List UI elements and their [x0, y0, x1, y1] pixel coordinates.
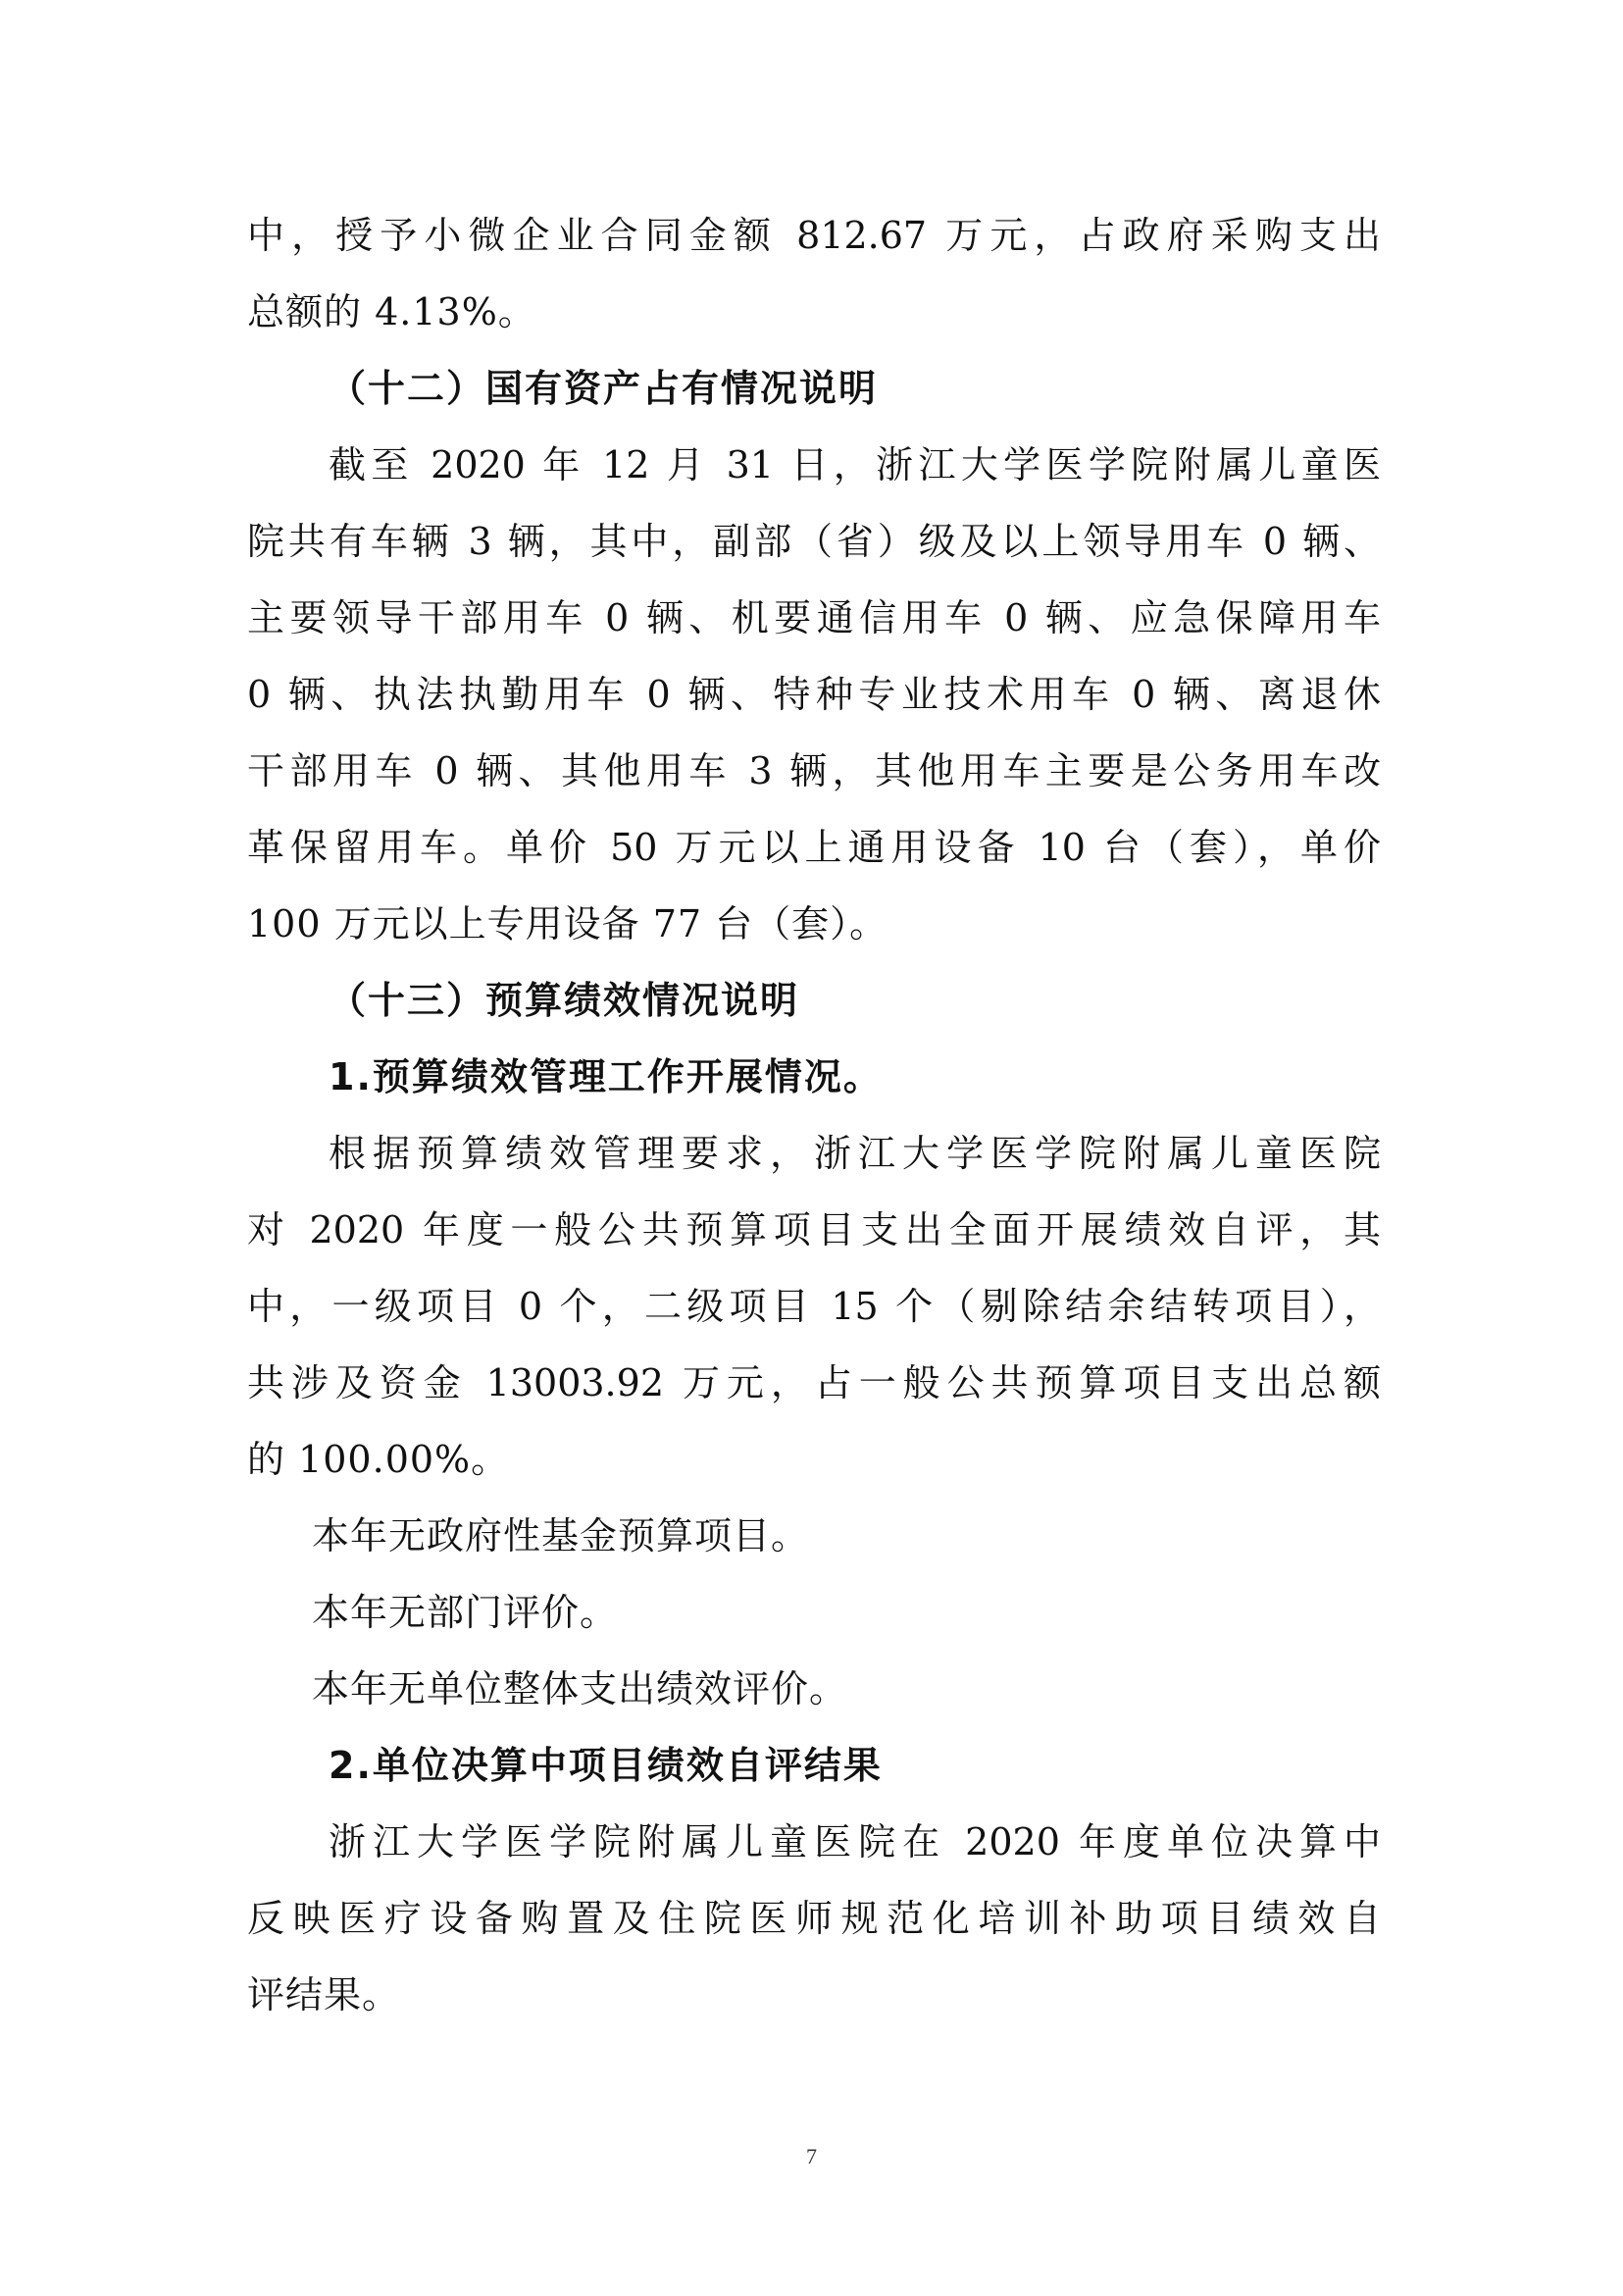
- paragraph-line: 中，一级项目 0 个，二级项目 15 个（剔除结余结转项目），: [247, 1285, 1381, 1328]
- paragraph-line: 反映医疗设备购置及住院医师规范化培训补助项目绩效自: [247, 1897, 1381, 1940]
- subheading-1: 1.预算绩效管理工作开展情况。: [329, 1055, 883, 1098]
- paragraph-line: 干部用车 0 辆、其他用车 3 辆，其他用车主要是公务用车改: [247, 749, 1381, 792]
- paragraph-line: 总额的 4.13%。: [247, 290, 536, 333]
- paragraph-line: 100 万元以上专用设备 77 台（套）。: [247, 902, 888, 945]
- paragraph-line: 本年无政府性基金预算项目。: [312, 1514, 810, 1557]
- paragraph-line: 0 辆、执法执勤用车 0 辆、特种专业技术用车 0 辆、离退休: [247, 673, 1381, 716]
- section-heading-13: （十三）预算绩效情况说明: [329, 979, 800, 1022]
- paragraph-line: 院共有车辆 3 辆，其中，副部（省）级及以上领导用车 0 辆、: [247, 520, 1381, 563]
- paragraph-line: 截至 2020 年 12 月 31 日，浙江大学医学院附属儿童医: [329, 443, 1381, 486]
- paragraph-line: 的 100.00%。: [247, 1438, 510, 1481]
- paragraph-line: 本年无单位整体支出绩效评价。: [312, 1667, 848, 1710]
- paragraph-line: 共涉及资金 13003.92 万元，占一般公共预算项目支出总额: [247, 1361, 1381, 1404]
- subheading-2: 2.单位决算中项目绩效自评结果: [329, 1744, 883, 1787]
- paragraph-line: 革保留用车。单价 50 万元以上通用设备 10 台（套），单价: [247, 826, 1381, 869]
- paragraph-line: 浙江大学医学院附属儿童医院在 2020 年度单位决算中: [329, 1820, 1381, 1863]
- paragraph-line: 中，授予小微企业合同金额 812.67 万元，占政府采购支出: [247, 214, 1381, 257]
- paragraph-line: 对 2020 年度一般公共预算项目支出全面开展绩效自评，其: [247, 1208, 1381, 1251]
- section-heading-12: （十二）国有资产占有情况说明: [329, 367, 879, 410]
- paragraph-line: 根据预算绩效管理要求，浙江大学医学院附属儿童医院: [329, 1132, 1381, 1175]
- page-number: 7: [806, 2144, 817, 2168]
- paragraph-line: 评结果。: [247, 1973, 401, 2016]
- paragraph-line: 主要领导干部用车 0 辆、机要通信用车 0 辆、应急保障用车: [247, 596, 1381, 639]
- paragraph-line: 本年无部门评价。: [312, 1591, 619, 1634]
